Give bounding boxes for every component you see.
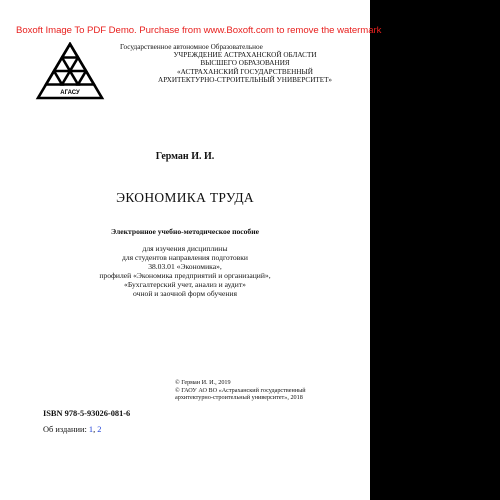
organization-line: «АСТРАХАНСКИЙ ГОСУДАРСТВЕННЫЙ (177, 67, 313, 76)
edition-link-2[interactable]: 2 (97, 425, 102, 434)
document-title: ЭКОНОМИКА ТРУДА (116, 190, 254, 205)
organization-line: УЧРЕЖДЕНИЕ АСТРАХАНСКОЙ ОБЛАСТИ (173, 51, 317, 60)
organization-line: АРХИТЕКТУРНО-СТРОИТЕЛЬНЫЙ УНИВЕРСИТЕТ» (158, 75, 332, 84)
organization-block (120, 43, 370, 84)
editions-separator: , (93, 425, 96, 434)
description-line: очной и заочной форм обучения (133, 289, 237, 299)
description-line: «Бухгалтерский учет, анализ и аудит» (124, 280, 246, 290)
logo-text: АГАСУ (60, 90, 80, 96)
university-logo-icon (34, 42, 106, 100)
copyright-line: © Герман И. И., 2019 (175, 379, 231, 386)
watermark-text: Boxoft Image To PDF Demo. Purchase from www.Boxoft.com to remove the watermark (16, 25, 382, 36)
description-line: профилей «Экономика предприятий и организаций», (99, 271, 271, 281)
copyright-line: архитектурно-строительный университет», 2018 (175, 394, 303, 402)
editions-line (43, 425, 101, 434)
description-line: 38.03.01 «Экономика», (148, 262, 222, 272)
organization-line: Государственное автономное Образовательное (120, 43, 263, 51)
editions-label: Об издании: (43, 425, 87, 434)
black-side-panel (370, 0, 500, 500)
isbn-number: ISBN 978-5-93026-081-6 (43, 409, 131, 418)
copyright-block (175, 379, 306, 402)
document-subtitle: Электронное учебно-методическое пособие (111, 227, 259, 236)
edition-link-1[interactable]: 1 (88, 425, 94, 434)
copyright-line: © ГАОУ АО ВО «Астраханский государственный (175, 386, 306, 394)
description-line: для изучения дисциплины (142, 244, 228, 253)
description-line: для студентов направления подготовки (122, 253, 248, 263)
organization-line: ВЫСШЕГО ОБРАЗОВАНИЯ (200, 59, 290, 68)
description-block (0, 244, 370, 299)
author-name: Герман И. И. (155, 151, 215, 162)
